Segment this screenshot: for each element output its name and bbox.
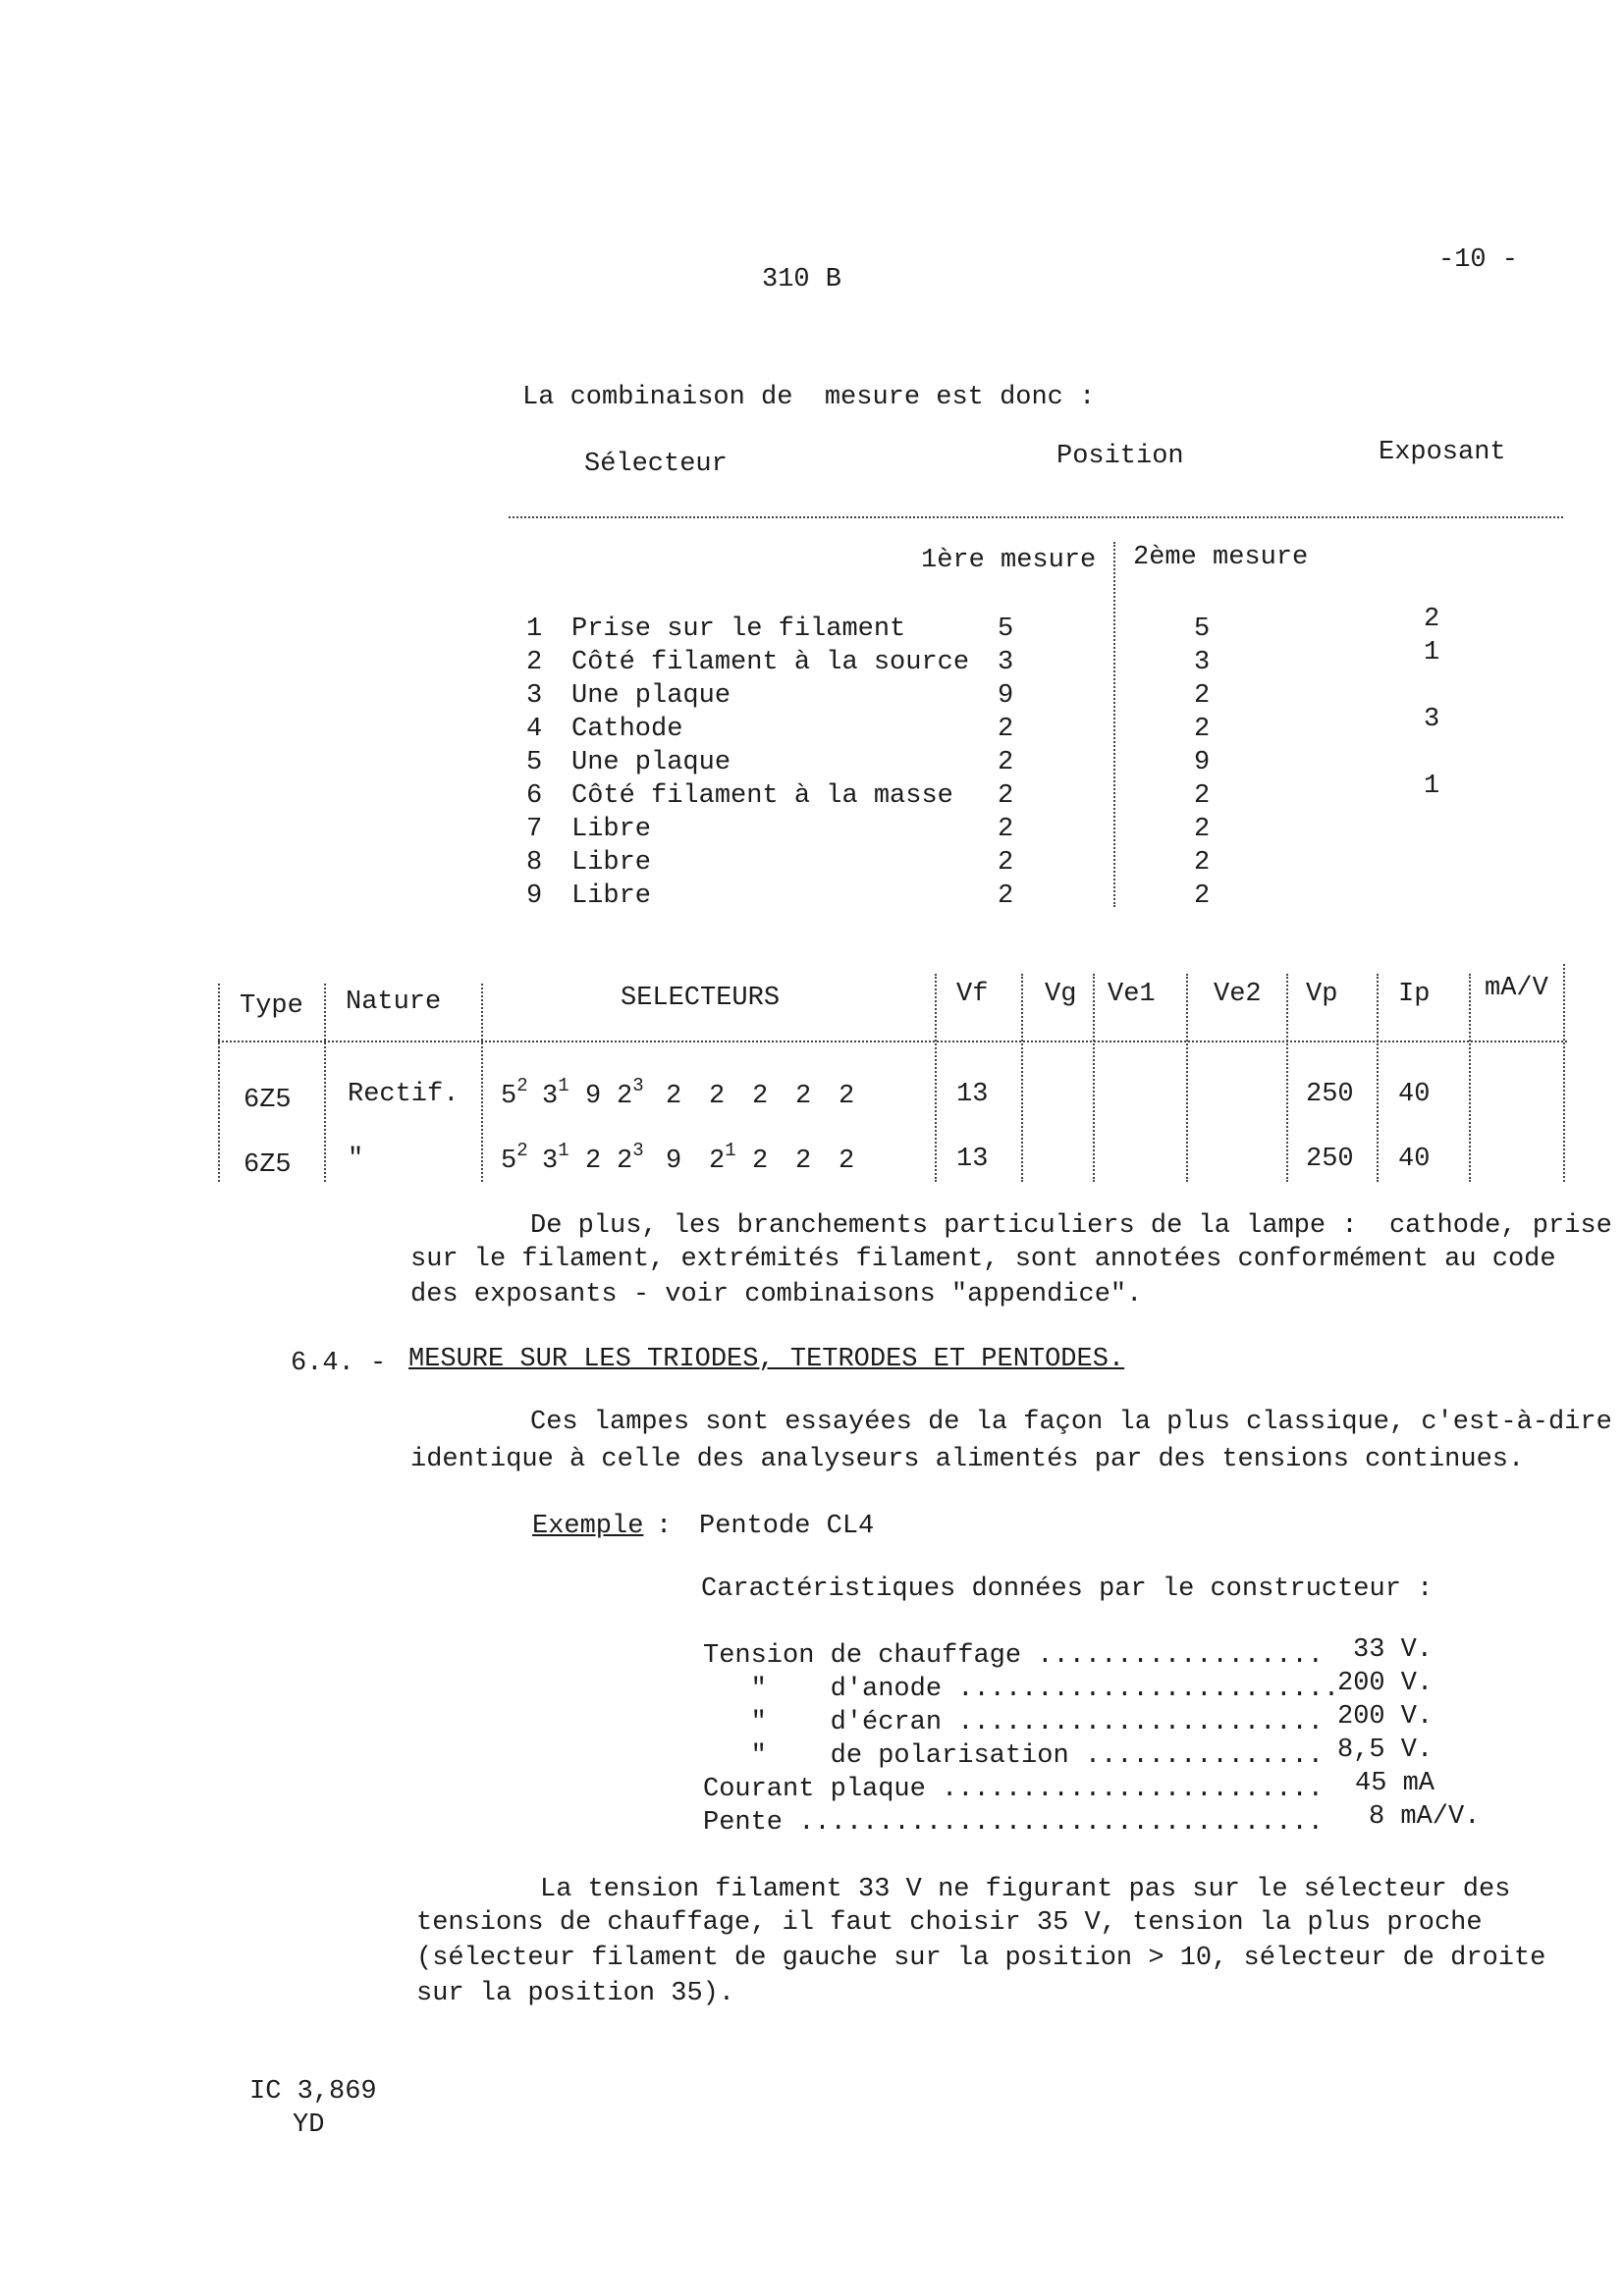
selector-value: 2	[666, 1082, 682, 1111]
measure-divider	[1113, 542, 1115, 907]
selector-value: 2	[709, 1147, 726, 1176]
selector-position	[709, 1084, 725, 1110]
selector-label: Prise sur le filament	[571, 614, 906, 644]
exponent-header: Exposant	[1379, 438, 1506, 467]
lamp-type: 6Z5	[244, 1150, 292, 1180]
selector-value: 2	[585, 1147, 602, 1176]
selector-exponent: 3	[632, 1075, 644, 1096]
characteristic-value: 45 mA	[1355, 1769, 1435, 1798]
col-header-selectors: SELECTEURS	[621, 984, 781, 1013]
selector-value: 2	[617, 1147, 633, 1176]
col-header-vf: Vf	[956, 980, 989, 1009]
col-header-mav: mA/V	[1485, 974, 1548, 1003]
selector-value: 2	[617, 1082, 633, 1111]
paragraph-line: tensions de chauffage, il faut choisir 35 V, tension la plus proche	[416, 1908, 1483, 1938]
second-measure-value: 2	[1194, 715, 1211, 744]
selector-value: 5	[501, 1147, 517, 1176]
selector-position	[666, 1084, 681, 1110]
selector-position	[501, 1075, 528, 1111]
paragraph-line: sur le filament, extrémités filament, sont annotées conformément au code	[410, 1245, 1556, 1274]
selector-label: Une plaque	[571, 681, 731, 711]
footer-initials: YD	[293, 2110, 325, 2140]
col-divider	[1093, 974, 1095, 1182]
first-measure-value: 2	[998, 715, 1014, 744]
row-number: 7	[526, 815, 543, 844]
first-measure-value: 5	[998, 614, 1014, 644]
position-header: Position	[1056, 442, 1184, 471]
paragraph-line: (sélecteur filament de gauche sur la position > 10, sélecteur de droite	[416, 1944, 1546, 1973]
section-title: MESURE SUR LES TRIODES, TETRODES ET PENTODES.	[408, 1345, 1125, 1374]
characteristics-title: Caractéristiques données par le constructeur :	[701, 1575, 1434, 1604]
vp-value: 250	[1306, 1145, 1354, 1174]
selector-value: 5	[501, 1082, 517, 1111]
second-measure-value: 2	[1194, 815, 1211, 844]
lamp-table-right-border	[1563, 964, 1565, 1182]
selector-position	[617, 1075, 644, 1111]
selector-value: 3	[542, 1147, 559, 1176]
selector-label: Libre	[571, 881, 652, 911]
lamp-nature: "	[348, 1145, 364, 1174]
second-measure-value: 3	[1194, 648, 1211, 677]
selector-position	[795, 1148, 811, 1175]
row-number: 6	[526, 781, 543, 811]
selector-value: 2	[752, 1147, 769, 1176]
exponent-value: 3	[1424, 705, 1440, 734]
selector-position	[709, 1140, 736, 1176]
characteristic-value: 8 mA/V.	[1369, 1802, 1481, 1832]
second-measure-value: 2	[1194, 848, 1211, 878]
col-header-vp: Vp	[1306, 980, 1338, 1009]
paragraph-line: La tension filament 33 V ne figurant pas sur le sélecteur des	[540, 1875, 1511, 1904]
row-number: 2	[526, 648, 543, 677]
exponent-value: 1	[1424, 772, 1440, 801]
selector-position	[585, 1148, 601, 1175]
characteristic-label: Courant plaque ........................	[703, 1775, 1324, 1804]
selector-position	[542, 1140, 569, 1176]
vf-value: 13	[956, 1145, 989, 1174]
col-header-vg: Vg	[1045, 980, 1077, 1009]
selector-exponent: 2	[516, 1140, 528, 1161]
selector-value: 2	[795, 1147, 812, 1176]
second-measure-header: 2ème mesure	[1133, 543, 1309, 572]
characteristic-label: " de polarisation ...............	[703, 1741, 1324, 1771]
footer-reference: IC 3,869	[249, 2077, 377, 2107]
selector-value: 9	[585, 1082, 602, 1111]
exponent-value: 1	[1424, 638, 1440, 667]
characteristic-value: 8,5 V.	[1337, 1735, 1434, 1765]
characteristic-value: 200 V.	[1337, 1702, 1434, 1732]
document-code: 310 B	[762, 265, 842, 294]
selector-value: 2	[752, 1082, 769, 1111]
selector-exponent: 2	[516, 1075, 528, 1096]
col-divider	[1186, 974, 1188, 1182]
col-divider	[481, 984, 483, 1182]
combination-separator	[509, 516, 1563, 518]
selector-position	[666, 1148, 681, 1175]
selector-label: Libre	[571, 815, 652, 844]
selector-position	[501, 1140, 528, 1176]
selector-label: Côté filament à la source	[571, 648, 970, 677]
first-measure-value: 3	[998, 648, 1014, 677]
selector-position	[752, 1148, 768, 1175]
example-colon: :	[656, 1512, 673, 1541]
row-number: 1	[526, 614, 543, 644]
selector-position	[839, 1084, 854, 1110]
col-divider	[1377, 974, 1379, 1182]
lamp-table-header-rule	[218, 1041, 1567, 1042]
col-header-ve1: Ve1	[1108, 980, 1156, 1009]
selector-label: Côté filament à la masse	[571, 781, 953, 811]
selector-label: Une plaque	[571, 748, 731, 777]
page-number: -10 -	[1438, 245, 1519, 275]
second-measure-value: 2	[1194, 881, 1211, 911]
paragraph-line: Ces lampes sont essayées de la façon la plus classique, c'est-à-dire	[530, 1408, 1612, 1437]
lamp-nature: Rectif.	[348, 1080, 460, 1109]
selector-header: Sélecteur	[584, 450, 728, 479]
paragraph-line: De plus, les branchements particuliers de la lampe : cathode, prise	[530, 1211, 1612, 1241]
col-header-type: Type	[240, 991, 303, 1021]
first-measure-value: 2	[998, 815, 1014, 844]
selector-position	[585, 1084, 601, 1110]
row-number: 4	[526, 715, 543, 744]
col-divider	[324, 984, 326, 1182]
example-value: Pentode CL4	[699, 1512, 875, 1541]
characteristic-value: 200 V.	[1337, 1669, 1434, 1698]
row-number: 3	[526, 681, 543, 711]
second-measure-value: 9	[1194, 748, 1211, 777]
selector-exponent: 1	[558, 1075, 569, 1096]
selector-value: 9	[666, 1147, 682, 1176]
selector-value: 2	[839, 1082, 855, 1111]
ip-value: 40	[1398, 1080, 1431, 1109]
row-number: 8	[526, 848, 543, 878]
first-measure-value: 2	[998, 881, 1014, 911]
col-header-ip: Ip	[1398, 980, 1431, 1009]
ip-value: 40	[1398, 1145, 1431, 1174]
selector-position	[542, 1075, 569, 1111]
col-divider	[935, 974, 937, 1182]
row-number: 9	[526, 881, 543, 911]
example-label: Exemple	[532, 1512, 644, 1541]
first-measure-value: 2	[998, 748, 1014, 777]
vf-value: 13	[956, 1080, 989, 1109]
exponent-value: 2	[1424, 605, 1440, 634]
selector-exponent: 3	[632, 1140, 644, 1161]
selector-value: 2	[709, 1082, 726, 1111]
selector-position	[752, 1084, 768, 1110]
selector-position	[795, 1084, 811, 1110]
selector-label: Cathode	[571, 715, 683, 744]
selector-label: Libre	[571, 848, 652, 878]
paragraph-line: sur la position 35).	[416, 1979, 735, 2008]
characteristic-label: Pente .................................	[703, 1808, 1324, 1838]
first-measure-header: 1ère mesure	[921, 546, 1097, 575]
selector-value: 2	[795, 1082, 812, 1111]
row-number: 5	[526, 748, 543, 777]
paragraph-line: des exposants - voir combinaisons "appendice".	[410, 1280, 1143, 1309]
characteristic-value: 33 V.	[1353, 1635, 1434, 1665]
second-measure-value: 2	[1194, 681, 1211, 711]
selector-position	[839, 1148, 854, 1175]
selector-exponent: 1	[725, 1140, 736, 1161]
col-header-nature: Nature	[346, 988, 442, 1017]
col-header-ve2: Ve2	[1214, 980, 1262, 1009]
second-measure-value: 5	[1194, 614, 1211, 644]
first-measure-value: 2	[998, 848, 1014, 878]
paragraph-line: identique à celle des analyseurs alimentés par des tensions continues.	[410, 1445, 1525, 1474]
lamp-table-left-border	[218, 984, 220, 1182]
selector-value: 3	[542, 1082, 559, 1111]
selector-value: 2	[839, 1147, 855, 1176]
first-measure-value: 9	[998, 681, 1014, 711]
characteristic-label: Tension de chauffage ..................	[703, 1641, 1324, 1671]
characteristic-label: " d'écran .......................	[703, 1708, 1324, 1737]
vp-value: 250	[1306, 1080, 1354, 1109]
col-divider	[1286, 974, 1288, 1182]
section-number: 6.4. -	[291, 1349, 387, 1378]
first-measure-value: 2	[998, 781, 1014, 811]
second-measure-value: 2	[1194, 781, 1211, 811]
lamp-type: 6Z5	[244, 1086, 292, 1115]
selector-position	[617, 1140, 644, 1176]
selector-exponent: 1	[558, 1140, 569, 1161]
intro-line: La combinaison de mesure est donc :	[522, 383, 1096, 412]
col-divider	[1021, 974, 1023, 1182]
col-divider	[1469, 974, 1471, 1182]
characteristic-label: " d'anode ........................	[703, 1675, 1340, 1704]
